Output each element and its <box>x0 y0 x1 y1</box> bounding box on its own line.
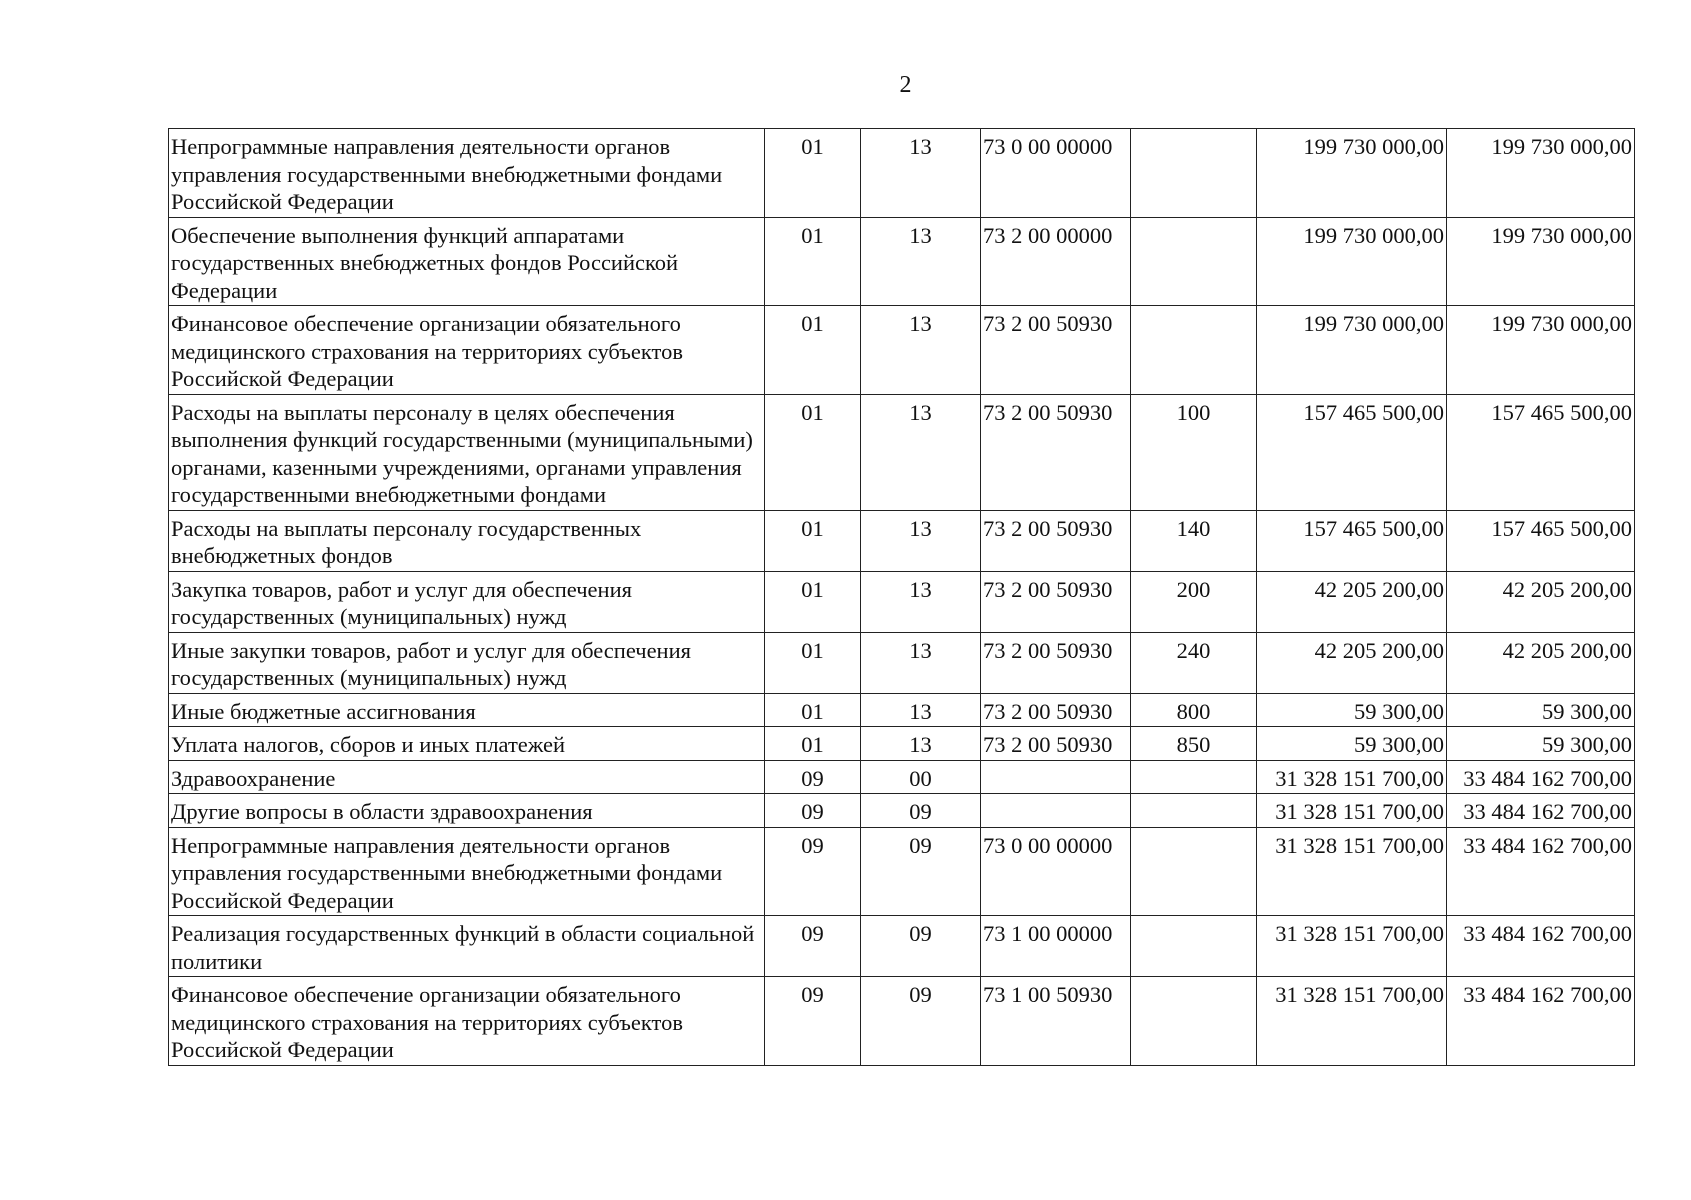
target-article-cell: 73 2 00 50930 <box>981 727 1131 761</box>
target-article-cell: 73 2 00 50930 <box>981 306 1131 395</box>
target-article-cell <box>981 760 1131 794</box>
table-row <box>169 693 1635 727</box>
amount-year2-cell: 59 300,00 <box>1447 693 1635 727</box>
row-name-cell: Непрограммные направления деятельности органов управления государственными внебюджетными фондами Российской Федерации <box>169 129 765 218</box>
row-name-cell: Финансовое обеспечение организации обязательного медицинского страхования на территориях субъектов Российской Федерации <box>169 977 765 1066</box>
subsection-code-cell: 13 <box>861 129 981 218</box>
expense-type-cell: 200 <box>1131 571 1257 632</box>
target-article-cell: 73 2 00 50930 <box>981 693 1131 727</box>
expense-type-cell: 100 <box>1131 394 1257 510</box>
table-row <box>169 760 1635 794</box>
target-article-cell: 73 1 00 00000 <box>981 916 1131 977</box>
table-row <box>169 727 1635 761</box>
section-code-cell: 01 <box>765 217 861 306</box>
target-article-cell: 73 2 00 50930 <box>981 632 1131 693</box>
amount-year1-cell: 42 205 200,00 <box>1257 632 1447 693</box>
section-code-cell: 09 <box>765 760 861 794</box>
amount-year1-cell: 42 205 200,00 <box>1257 571 1447 632</box>
table-row <box>169 217 1635 306</box>
amount-year1-cell: 199 730 000,00 <box>1257 129 1447 218</box>
amount-year2-cell: 199 730 000,00 <box>1447 306 1635 395</box>
section-code-cell: 09 <box>765 977 861 1066</box>
section-code-cell: 09 <box>765 794 861 828</box>
amount-year2-cell: 33 484 162 700,00 <box>1447 916 1635 977</box>
amount-year2-cell: 199 730 000,00 <box>1447 217 1635 306</box>
target-article-cell: 73 0 00 00000 <box>981 827 1131 916</box>
target-article-cell: 73 2 00 50930 <box>981 510 1131 571</box>
subsection-code-cell: 09 <box>861 977 981 1066</box>
table-row <box>169 306 1635 395</box>
subsection-code-cell: 09 <box>861 794 981 828</box>
section-code-cell: 01 <box>765 306 861 395</box>
amount-year2-cell: 33 484 162 700,00 <box>1447 977 1635 1066</box>
subsection-code-cell: 00 <box>861 760 981 794</box>
expense-type-cell: 140 <box>1131 510 1257 571</box>
subsection-code-cell: 13 <box>861 727 981 761</box>
amount-year1-cell: 199 730 000,00 <box>1257 306 1447 395</box>
row-name-cell: Иные бюджетные ассигнования <box>169 693 765 727</box>
amount-year2-cell: 33 484 162 700,00 <box>1447 760 1635 794</box>
section-code-cell: 01 <box>765 693 861 727</box>
row-name-cell: Непрограммные направления деятельности органов управления государственными внебюджетными фондами Российской Федерации <box>169 827 765 916</box>
page-number: 2 <box>899 72 912 98</box>
amount-year2-cell: 42 205 200,00 <box>1447 571 1635 632</box>
subsection-code-cell: 13 <box>861 632 981 693</box>
expense-type-cell: 850 <box>1131 727 1257 761</box>
table-row <box>169 632 1635 693</box>
row-name-cell: Здравоохранение <box>169 760 765 794</box>
expense-type-cell <box>1131 129 1257 218</box>
amount-year2-cell: 157 465 500,00 <box>1447 394 1635 510</box>
subsection-code-cell: 13 <box>861 571 981 632</box>
amount-year2-cell: 33 484 162 700,00 <box>1447 827 1635 916</box>
table-row <box>169 571 1635 632</box>
amount-year1-cell: 157 465 500,00 <box>1257 394 1447 510</box>
table-row <box>169 827 1635 916</box>
table-row <box>169 977 1635 1066</box>
row-name-cell: Реализация государственных функций в области социальной политики <box>169 916 765 977</box>
expense-type-cell <box>1131 827 1257 916</box>
subsection-code-cell: 09 <box>861 827 981 916</box>
section-code-cell: 01 <box>765 510 861 571</box>
expense-type-cell <box>1131 760 1257 794</box>
section-code-cell: 01 <box>765 129 861 218</box>
amount-year2-cell: 199 730 000,00 <box>1447 129 1635 218</box>
amount-year2-cell: 59 300,00 <box>1447 727 1635 761</box>
row-name-cell: Закупка товаров, работ и услуг для обеспечения государственных (муниципальных) нужд <box>169 571 765 632</box>
expense-type-cell <box>1131 306 1257 395</box>
expense-type-cell <box>1131 794 1257 828</box>
table-row <box>169 129 1635 218</box>
amount-year1-cell: 199 730 000,00 <box>1257 217 1447 306</box>
amount-year1-cell: 59 300,00 <box>1257 693 1447 727</box>
row-name-cell: Финансовое обеспечение организации обязательного медицинского страхования на территориях субъектов Российской Федерации <box>169 306 765 395</box>
subsection-code-cell: 13 <box>861 217 981 306</box>
table-row <box>169 510 1635 571</box>
amount-year1-cell: 31 328 151 700,00 <box>1257 794 1447 828</box>
row-name-cell: Иные закупки товаров, работ и услуг для обеспечения государственных (муниципальных) нужд <box>169 632 765 693</box>
section-code-cell: 01 <box>765 727 861 761</box>
subsection-code-cell: 13 <box>861 306 981 395</box>
target-article-cell: 73 2 00 00000 <box>981 217 1131 306</box>
expense-type-cell <box>1131 977 1257 1066</box>
amount-year2-cell: 33 484 162 700,00 <box>1447 794 1635 828</box>
section-code-cell: 01 <box>765 632 861 693</box>
amount-year2-cell: 42 205 200,00 <box>1447 632 1635 693</box>
budget-table <box>168 128 1635 1066</box>
table-row <box>169 916 1635 977</box>
expense-type-cell: 240 <box>1131 632 1257 693</box>
row-name-cell: Расходы на выплаты персоналу государственных внебюджетных фондов <box>169 510 765 571</box>
target-article-cell: 73 2 00 50930 <box>981 394 1131 510</box>
amount-year1-cell: 31 328 151 700,00 <box>1257 760 1447 794</box>
section-code-cell: 09 <box>765 916 861 977</box>
subsection-code-cell: 13 <box>861 394 981 510</box>
table-row <box>169 394 1635 510</box>
table-row <box>169 794 1635 828</box>
amount-year1-cell: 31 328 151 700,00 <box>1257 977 1447 1066</box>
row-name-cell: Обеспечение выполнения функций аппаратами государственных внебюджетных фондов Российской Федерации <box>169 217 765 306</box>
section-code-cell: 01 <box>765 394 861 510</box>
amount-year1-cell: 59 300,00 <box>1257 727 1447 761</box>
target-article-cell <box>981 794 1131 828</box>
expense-type-cell <box>1131 217 1257 306</box>
target-article-cell: 73 2 00 50930 <box>981 571 1131 632</box>
subsection-code-cell: 13 <box>861 510 981 571</box>
section-code-cell: 01 <box>765 571 861 632</box>
amount-year1-cell: 31 328 151 700,00 <box>1257 827 1447 916</box>
target-article-cell: 73 0 00 00000 <box>981 129 1131 218</box>
amount-year2-cell: 157 465 500,00 <box>1447 510 1635 571</box>
subsection-code-cell: 13 <box>861 693 981 727</box>
amount-year1-cell: 157 465 500,00 <box>1257 510 1447 571</box>
section-code-cell: 09 <box>765 827 861 916</box>
target-article-cell: 73 1 00 50930 <box>981 977 1131 1066</box>
expense-type-cell <box>1131 916 1257 977</box>
row-name-cell: Расходы на выплаты персоналу в целях обеспечения выполнения функций государственными (муниципальными) органами, казенными учреждениями, органами управления государственными внебюджетными фондами <box>169 394 765 510</box>
row-name-cell: Другие вопросы в области здравоохранения <box>169 794 765 828</box>
subsection-code-cell: 09 <box>861 916 981 977</box>
amount-year1-cell: 31 328 151 700,00 <box>1257 916 1447 977</box>
row-name-cell: Уплата налогов, сборов и иных платежей <box>169 727 765 761</box>
expense-type-cell: 800 <box>1131 693 1257 727</box>
